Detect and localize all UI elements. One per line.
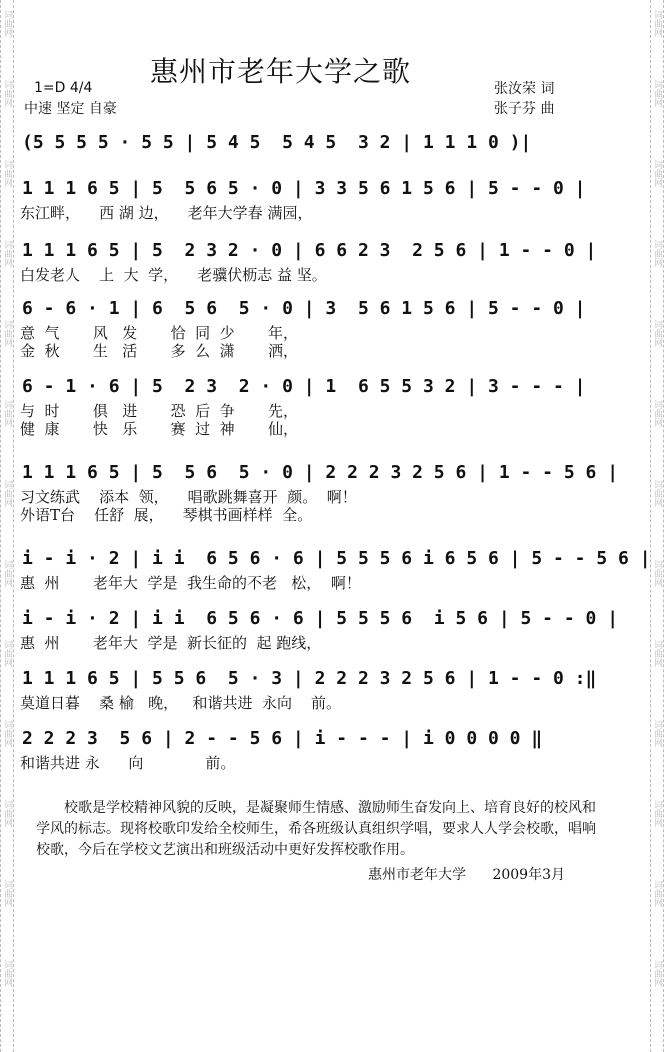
watermark-text: 词曲网	[2, 320, 12, 347]
watermark-text: 词曲网	[652, 160, 662, 187]
notation-line: i - i · 2 | i i 6 5 6 · 6 | 5 5 5 6 i 5 6 | 5 - - 0 |	[22, 608, 619, 629]
watermark-text: 词曲网	[2, 80, 12, 107]
watermark-text: 词曲网	[2, 240, 12, 267]
signature-organization: 惠州市老年大学	[368, 867, 466, 883]
watermark-text: 词曲网	[2, 160, 12, 187]
watermark-text: 词曲网	[652, 800, 662, 827]
lyrics-line: 白发老人 上 大 学， 老骥伏枥志 益 坚。	[20, 266, 327, 284]
lyrics-line: 习文练武 添本 领， 唱歌跳舞喜开 颜。 啊！	[20, 488, 357, 506]
watermark-text: 词曲网	[2, 640, 12, 667]
lyrics-line: 金 秋 生 活 多 么 潇 洒，	[20, 342, 299, 360]
notation-line: 6 - 6 · 1 | 6 5 6 5 · 0 | 3 5 6 1 5 6 | 5 - - 0 |	[22, 298, 586, 319]
watermark-text: 词曲网	[652, 400, 662, 427]
watermark-text: 词曲网	[652, 320, 662, 347]
watermark-text: 词曲网	[652, 720, 662, 747]
key-signature: 1=D 4/4	[34, 80, 93, 96]
watermark-text: 词曲网	[652, 880, 662, 907]
watermark-text: 词曲网	[652, 80, 662, 107]
watermark-text: 词曲网	[2, 800, 12, 827]
notation-line: (5 5 5 5 · 5 5 | 5 4 5 5 4 5 3 2 | 1 1 1 0 )|	[22, 132, 532, 153]
watermark-text: 词曲网	[2, 960, 12, 987]
lyrics-line: 意 气 风 发 恰 同 少 年，	[20, 324, 299, 342]
signature	[368, 864, 565, 884]
song-title: 惠州市老年大学之歌	[150, 55, 412, 88]
explanatory-note: 校歌是学校精神风貌的反映，是凝聚师生情感、激励师生奋发向上、培育良好的校风和学风的标志。现将校歌印发给全校师生，希各班级认真组织学唱，要求人人学会校歌，唱响校歌，今后在学校文艺演出和班级活动中更好发挥校歌作用。	[36, 800, 596, 858]
lyrics-line: 惠 州 老年大 学是 新长征的 起 跑线，	[20, 634, 322, 652]
watermark-strip-left	[0, 0, 14, 1052]
watermark-text: 词曲网	[2, 10, 12, 37]
notation-line: 1 1 1 6 5 | 5 5 6 5 · 0 | 2 2 2 3 2 5 6 | 1 - - 5 6 |	[22, 462, 619, 483]
notation-line: i - i · 2 | i i 6 5 6 · 6 | 5 5 5 6 i 6 5 6 | 5 - - 5 6 |	[22, 548, 651, 569]
watermark-text: 词曲网	[2, 720, 12, 747]
notation-line: 6 - 1 · 6 | 5 2 3 2 · 0 | 1 6 5 5 3 2 | 3 - - - |	[22, 376, 586, 397]
notation-line: 1 1 1 6 5 | 5 5 6 5 · 0 | 3 3 5 6 1 5 6 | 5 - - 0 |	[22, 178, 586, 199]
lyrics-line: 莫道日暮 桑 榆 晚， 和谐共进 永向 前。	[20, 694, 342, 712]
lyricist-credit: 张汝荣 词	[494, 81, 555, 97]
watermark-text: 词曲网	[2, 880, 12, 907]
composer-credit: 张子芬 曲	[494, 101, 555, 117]
watermark-text: 词曲网	[652, 560, 662, 587]
watermark-text: 词曲网	[652, 480, 662, 507]
lyrics-line: 惠 州 老年大 学是 我生命的不老 松， 啊！	[20, 574, 361, 592]
watermark-text: 词曲网	[2, 560, 12, 587]
lyrics-line: 东江畔， 西 湖 边， 老年大学春 满园，	[20, 204, 313, 222]
tempo-marking: 中速 坚定 自豪	[24, 101, 117, 117]
watermark-text: 词曲网	[652, 10, 662, 37]
watermark-text: 词曲网	[652, 960, 662, 987]
notation-line: 1 1 1 6 5 | 5 5 6 5 · 3 | 2 2 2 3 2 5 6 | 1 - - 0 :‖	[22, 668, 597, 689]
watermark-text: 词曲网	[2, 480, 12, 507]
lyrics-line: 健 康 快 乐 赛 过 神 仙，	[20, 420, 299, 438]
watermark-text: 词曲网	[2, 400, 12, 427]
watermark-text: 词曲网	[652, 240, 662, 267]
lyrics-line: 和谐共进 永 向 前。	[20, 754, 236, 772]
notation-line: 2 2 2 3 5 6 | 2 - - 5 6 | i - - - | i 0 0 0 0 ‖	[22, 728, 543, 749]
lyrics-line: 外语T台 任舒 展， 琴棋书画样样 全。	[20, 506, 313, 524]
lyrics-line: 与 时 俱 进 恐 后 争 先，	[20, 402, 299, 420]
watermark-text: 词曲网	[652, 640, 662, 667]
watermark-strip-right	[650, 0, 664, 1052]
signature-date: 2009年3月	[492, 867, 565, 883]
notation-line: 1 1 1 6 5 | 5 2 3 2 · 0 | 6 6 2 3 2 5 6 | 1 - - 0 |	[22, 240, 597, 261]
